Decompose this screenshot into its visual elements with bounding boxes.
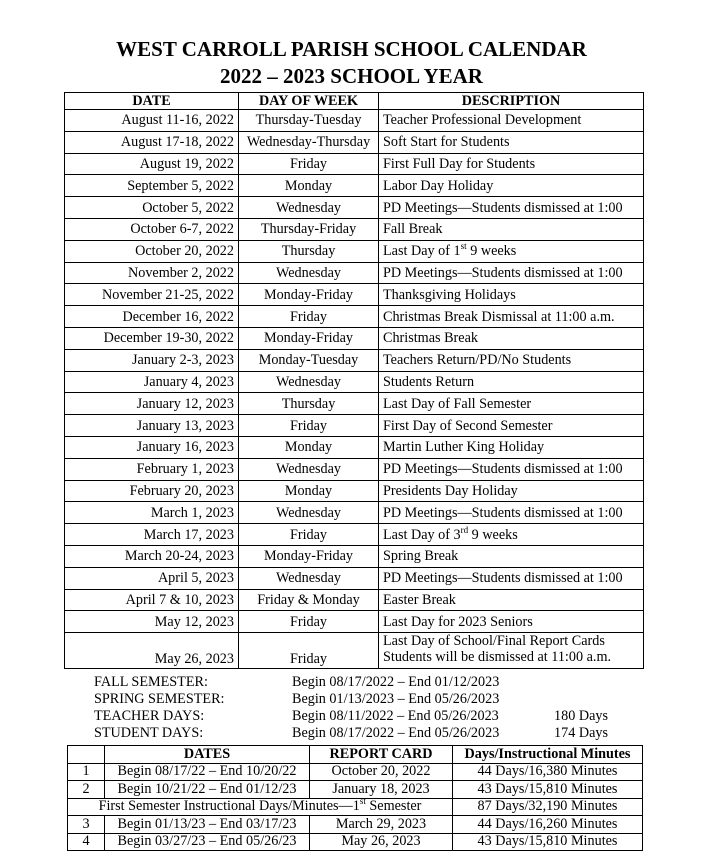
calendar-row (65, 110, 644, 132)
description-text: Students Return (383, 373, 475, 390)
event-description (379, 110, 644, 132)
description-line-2: Students will be dismissed at 11:00 a.m. (383, 649, 612, 666)
description-text: Christmas Break (383, 330, 478, 347)
calendar-row (65, 306, 644, 328)
summary-range: Begin 08/17/2022 – End 01/12/2023 (292, 674, 500, 690)
column-header-number (68, 746, 105, 764)
report-card-row (68, 833, 643, 851)
period-dates: Begin 03/27/23 – End 05/26/23 (105, 833, 310, 851)
event-day: Wednesday (239, 371, 379, 393)
event-date: December 16, 2022 (65, 306, 239, 328)
instructional-minutes: 44 Days/16,260 Minutes (453, 816, 643, 834)
report-card-row (68, 781, 643, 799)
event-day: Thursday-Tuesday (239, 110, 379, 132)
event-day: Monday-Friday (239, 545, 379, 567)
calendar-row (65, 567, 644, 589)
event-day: Wednesday (239, 458, 379, 480)
event-day: Friday (239, 153, 379, 175)
period-dates: Begin 08/17/22 – End 10/20/22 (105, 763, 310, 781)
calendar-row (65, 327, 644, 349)
description-text: PD Meetings—Students dismissed at 1:00 (383, 461, 623, 478)
event-description (379, 502, 644, 524)
column-header-day: DAY OF WEEK (239, 93, 379, 110)
calendar-row (65, 197, 644, 219)
calendar-row (65, 240, 644, 262)
semester-label-after: Semester (365, 798, 422, 815)
description-text: Last Day of School/Final Report Cards (383, 633, 605, 650)
description-text-after: 9 weeks (466, 243, 517, 260)
summary-days: 180 Days (554, 708, 608, 724)
calendar-row (65, 436, 644, 458)
description-text: Thanksgiving Holidays (383, 286, 516, 303)
event-day: Wednesday-Thursday (239, 131, 379, 153)
event-description (379, 131, 644, 153)
event-description (379, 327, 644, 349)
description-text: Presidents Day Holiday (383, 482, 518, 499)
calendar-row (65, 545, 644, 567)
event-date: September 5, 2022 (65, 175, 239, 197)
calendar-row (65, 393, 644, 415)
semester-total-row (68, 798, 643, 816)
event-description (379, 218, 644, 240)
event-description (379, 633, 644, 669)
column-header-date: DATE (65, 93, 239, 110)
event-date: February 1, 2023 (65, 458, 239, 480)
calendar-row (65, 458, 644, 480)
event-day: Friday (239, 633, 379, 669)
event-description (379, 436, 644, 458)
description-text: Spring Break (383, 548, 459, 565)
calendar-row (65, 262, 644, 284)
event-description (379, 371, 644, 393)
instructional-minutes: 43 Days/15,810 Minutes (453, 833, 643, 851)
period-number: 4 (68, 833, 105, 851)
summary-row (94, 708, 624, 725)
calendar-header-row (65, 93, 644, 110)
event-date: August 11-16, 2022 (65, 110, 239, 132)
description-text: PD Meetings—Students dismissed at 1:00 (383, 264, 623, 281)
description-text: Fall Break (383, 221, 443, 238)
event-date: January 12, 2023 (65, 393, 239, 415)
description-text: Last Day for 2023 Seniors (383, 613, 533, 630)
column-header-dates: DATES (105, 746, 310, 764)
report-card-date: January 18, 2023 (310, 781, 453, 799)
description-text: Last Day of 3 (383, 526, 461, 543)
calendar-row (65, 480, 644, 502)
summary-label: TEACHER DAYS: (94, 708, 205, 724)
period-dates: Begin 01/13/23 – End 03/17/23 (105, 816, 310, 834)
event-description (379, 175, 644, 197)
event-date: October 5, 2022 (65, 197, 239, 219)
event-description (379, 524, 644, 546)
ordinal-suffix: st (460, 241, 467, 252)
event-date: February 20, 2023 (65, 480, 239, 502)
event-date: January 4, 2023 (65, 371, 239, 393)
event-description (379, 589, 644, 611)
description-text: PD Meetings—Students dismissed at 1:00 (383, 199, 623, 216)
report-card-row (68, 816, 643, 834)
calendar-row (65, 218, 644, 240)
description-text: Last Day of Fall Semester (383, 395, 532, 412)
description-text: Teachers Return/PD/No Students (383, 352, 572, 369)
event-date: November 21-25, 2022 (65, 284, 239, 306)
calendar-row (65, 502, 644, 524)
event-day: Thursday-Friday (239, 218, 379, 240)
event-day: Wednesday (239, 262, 379, 284)
calendar-row (65, 589, 644, 611)
event-day: Wednesday (239, 567, 379, 589)
summary-range: Begin 08/11/2022 – End 05/26/2023 (292, 708, 499, 724)
summary-label: FALL SEMESTER: (94, 674, 208, 690)
event-date: April 7 & 10, 2023 (65, 589, 239, 611)
calendar-table (64, 92, 644, 669)
event-day: Thursday (239, 393, 379, 415)
calendar-row (65, 153, 644, 175)
event-day: Monday-Friday (239, 327, 379, 349)
report-card-date: May 26, 2023 (310, 833, 453, 851)
event-description (379, 393, 644, 415)
column-header-report-card: REPORT CARD (310, 746, 453, 764)
period-number: 1 (68, 763, 105, 781)
description-text: PD Meetings—Students dismissed at 1:00 (383, 504, 623, 521)
instructional-minutes: 87 Days/32,190 Minutes (453, 798, 643, 816)
report-card-date: March 29, 2023 (310, 816, 453, 834)
semester-summary (94, 674, 624, 742)
event-date: January 16, 2023 (65, 436, 239, 458)
description-text: Martin Luther King Holiday (383, 439, 545, 456)
event-day: Friday (239, 611, 379, 633)
event-day: Wednesday (239, 502, 379, 524)
event-date: April 5, 2023 (65, 567, 239, 589)
event-description (379, 611, 644, 633)
summary-row (94, 691, 624, 708)
event-date: March 17, 2023 (65, 524, 239, 546)
calendar-row (65, 349, 644, 371)
summary-row (94, 725, 624, 742)
instructional-minutes: 44 Days/16,380 Minutes (453, 763, 643, 781)
page-title: WEST CARROLL PARISH SCHOOL CALENDAR (116, 37, 587, 61)
instructional-minutes: 43 Days/15,810 Minutes (453, 781, 643, 799)
event-description (379, 567, 644, 589)
semester-total-label (68, 798, 453, 816)
period-number: 2 (68, 781, 105, 799)
calendar-row (65, 611, 644, 633)
event-day: Monday (239, 175, 379, 197)
report-card-row (68, 763, 643, 781)
column-header-description: DESCRIPTION (379, 93, 644, 110)
period-dates: Begin 10/21/22 – End 01/12/23 (105, 781, 310, 799)
event-description (379, 349, 644, 371)
event-date: March 20-24, 2023 (65, 545, 239, 567)
event-description (379, 262, 644, 284)
event-day: Friday (239, 415, 379, 437)
column-header-minutes: Days/Instructional Minutes (453, 746, 643, 764)
summary-range: Begin 08/17/2022 – End 05/26/2023 (292, 725, 500, 741)
event-day: Friday & Monday (239, 589, 379, 611)
description-text-after: 9 weeks (468, 526, 518, 543)
event-description (379, 415, 644, 437)
calendar-row (65, 371, 644, 393)
event-date: May 26, 2023 (65, 633, 239, 669)
calendar-row (65, 415, 644, 437)
description-text: Last Day of 1 (383, 243, 461, 260)
report-card-date: October 20, 2022 (310, 763, 453, 781)
description-text: PD Meetings—Students dismissed at 1:00 (383, 570, 623, 587)
semester-label-text: First Semester Instructional Days/Minutes—1 (98, 798, 360, 815)
calendar-row (65, 284, 644, 306)
event-day: Monday-Tuesday (239, 349, 379, 371)
summary-label: STUDENT DAYS: (94, 725, 204, 741)
event-day: Monday (239, 436, 379, 458)
event-date: August 17-18, 2022 (65, 131, 239, 153)
calendar-row (65, 633, 644, 669)
event-day: Wednesday (239, 197, 379, 219)
ordinal-suffix: rd (460, 524, 469, 535)
description-text: Soft Start for Students (383, 134, 510, 151)
description-text: Teacher Professional Development (383, 112, 582, 129)
event-day: Friday (239, 306, 379, 328)
description-text: Christmas Break Dismissal at 11:00 a.m. (383, 308, 615, 325)
page-subtitle: 2022 – 2023 SCHOOL YEAR (220, 64, 483, 88)
event-description (379, 545, 644, 567)
event-day: Friday (239, 524, 379, 546)
summary-days: 174 Days (554, 725, 608, 741)
description-text: First Full Day for Students (383, 155, 536, 172)
event-day: Monday (239, 480, 379, 502)
event-description (379, 480, 644, 502)
summary-range: Begin 01/13/2023 – End 05/26/2023 (292, 691, 500, 707)
event-day: Monday-Friday (239, 284, 379, 306)
event-description (379, 197, 644, 219)
report-card-table (67, 745, 643, 851)
calendar-row (65, 175, 644, 197)
event-date: August 19, 2022 (65, 153, 239, 175)
event-description (379, 458, 644, 480)
event-date: October 6-7, 2022 (65, 218, 239, 240)
event-date: October 20, 2022 (65, 240, 239, 262)
calendar-row (65, 131, 644, 153)
event-date: November 2, 2022 (65, 262, 239, 284)
event-date: December 19-30, 2022 (65, 327, 239, 349)
event-date: January 2-3, 2023 (65, 349, 239, 371)
description-text: Easter Break (383, 591, 456, 608)
description-text: Labor Day Holiday (383, 177, 494, 194)
event-description (379, 306, 644, 328)
event-description (379, 240, 644, 262)
event-description (379, 153, 644, 175)
summary-label: SPRING SEMESTER: (94, 691, 225, 707)
event-date: May 12, 2023 (65, 611, 239, 633)
ordinal-suffix: st (359, 796, 366, 807)
period-number: 3 (68, 816, 105, 834)
description-text: First Day of Second Semester (383, 417, 553, 434)
report-card-header-row (68, 746, 643, 764)
event-day: Thursday (239, 240, 379, 262)
event-description (379, 284, 644, 306)
summary-row (94, 674, 624, 691)
event-date: March 1, 2023 (65, 502, 239, 524)
event-date: January 13, 2023 (65, 415, 239, 437)
calendar-row (65, 524, 644, 546)
